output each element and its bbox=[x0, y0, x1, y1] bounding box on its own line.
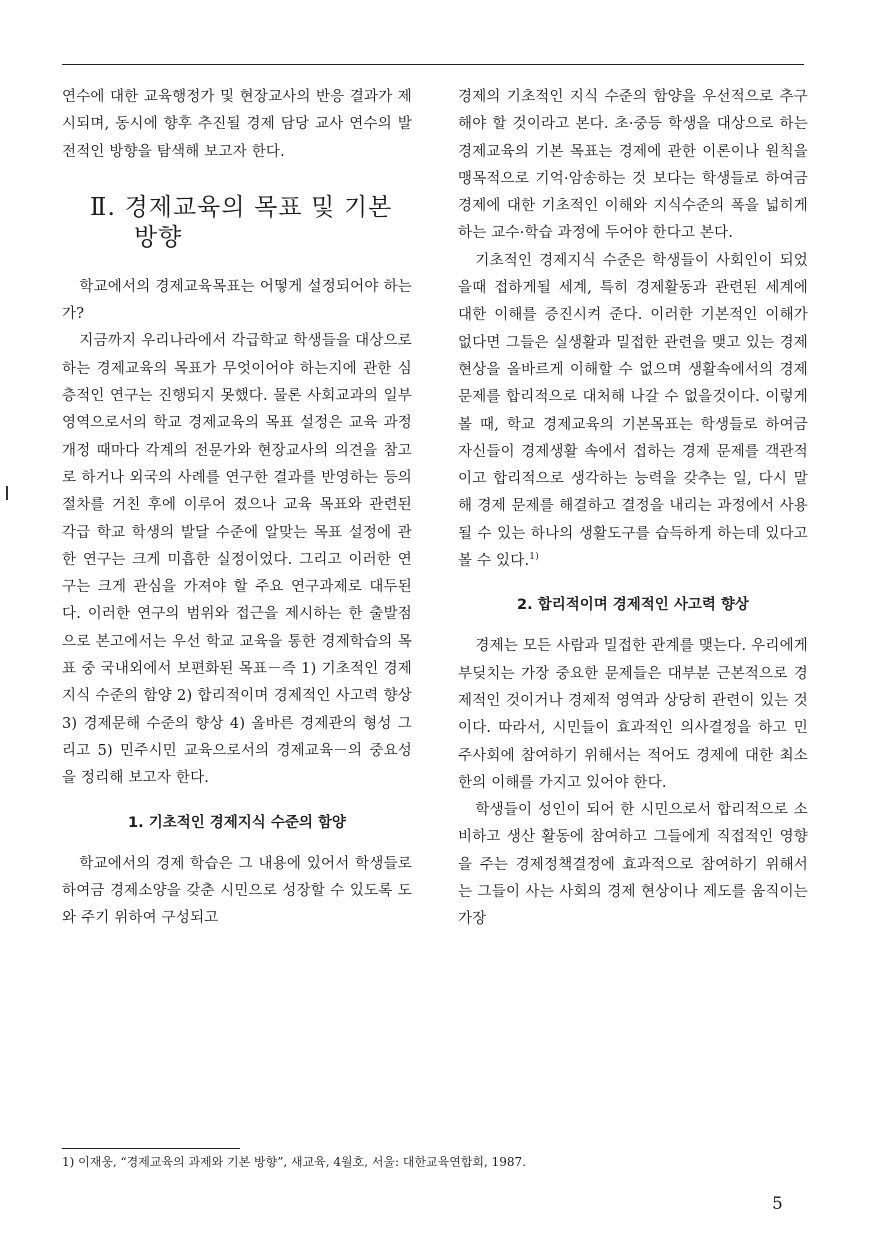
body-paragraph bbox=[458, 248, 808, 576]
footnote-ref: 1) bbox=[529, 552, 539, 563]
body-paragraph: 학교에서의 경제교육목표는 어떻게 설정되어야 하는가? bbox=[62, 278, 412, 323]
subsection-heading-2: 2. 합리적이며 경제적인 사고력 향상 bbox=[517, 597, 749, 614]
paragraph-text: 기초적인 경제지식 수준은 학생들이 사회인이 되었을때 접하게될 세계, 특히 경제활동과 관련된 세계에 대한 이해를 증진시켜 준다. 이러한 기본적인 이해가 없다면 그들은 실생활과 밀접한 관련을 맺고 있는 경제현상을 올바르게 이해할 수 없으며 생활속에서의 경제 문제를 합리적으로 대처해 나갈 수 없을것이다. 이렇게 볼 때, 학교 경제교육의 기본목표는 학생들로 하여금 자신들이 경제생활 속에서 접하는 경제 문제를 객관적이고 합리적으로 생각하는 능력을 갖추는 일, 다시 말해 경제 문제를 해결하고 결정을 내리는 과정에서 사용될 수 있는 하나의 생활도구를 습득하게 하는데 있다고 볼 수 있다. bbox=[458, 252, 808, 570]
intro-paragraph: 연수에 대한 교육행정가 및 현장교사의 반응 결과가 제시되며, 동시에 향후 추진될 경제 담당 교사 연수의 발전적인 방향을 탐색해 보고자 한다. bbox=[62, 89, 412, 160]
margin-mark bbox=[6, 486, 8, 500]
body-paragraph: 경제의 기초적인 지식 수준의 함양을 우선적으로 추구해야 할 것이라고 본다. 초·중등 학생을 대상으로 하는 경제교육의 기본 목표는 경제에 관한 이론이나 원칙을 맹목적으로 기억·암송하는 것 보다는 학생들로 하여금 경제에 대한 기초적인 이해와 지식수준의 폭을 넓히게 하는 교수·학습 과정에 두어야 한다고 본다. bbox=[458, 89, 808, 242]
section-title bbox=[62, 192, 412, 252]
section-numeral: Ⅱ. bbox=[90, 192, 116, 221]
body-paragraph: 학생들이 성인이 되어 한 시민으로서 합리적으로 소비하고 생산 활동에 참여하고 그들에게 직접적인 영향을 주는 경제정책결정에 효과적으로 참여하기 위해서는 그들이 사는 사회의 경제 현상이나 제도를 움직이는 가장 bbox=[458, 802, 808, 928]
right-column bbox=[458, 84, 808, 934]
page-number: 5 bbox=[772, 1194, 783, 1214]
body-paragraph: 지금까지 우리나라에서 각급학교 학생들을 대상으로 하는 경제교육의 목표가 무엇이어야 하는지에 관한 심층적인 연구는 진행되지 못했다. 물론 사회교과의 일부 영역으로서의 학교 경제교육의 목표 설정은 교육 과정 개정 때마다 각계의 전문가와 현장교사의 의견을 참고로 하거나 외국의 사례를 연구한 결과를 반영하는 등의 절차를 거친 후에 이루어 졌으나 교육 목표와 관련된 각급 학교 학생의 발달 수준에 알맞는 목표 설정에 관한 연구는 크게 미흡한 실정이었다. 그리고 이러한 연구는 크게 관심을 가져야 할 주요 연구과제로 대두된다. 이러한 연구의 범위와 접근을 제시하는 한 출발점으로 본고에서는 우선 학교 교육을 통한 경제학습의 목표 중 국내외에서 보편화된 목표－즉 1) 기초적인 경제지식 수준의 함양 2) 합리적이며 경제적인 사고력 향상 3) 경제문해 수준의 향상 4) 올바른 경제관의 형성 그리고 5) 민주시민 교육으로서의 경제교육－의 중요성을 정리해 보고자 한다. bbox=[62, 333, 412, 787]
header-rule bbox=[62, 64, 804, 65]
footnote-rule bbox=[62, 1148, 240, 1149]
subsection-heading-1: 1. 기초적인 경제지식 수준의 함양 bbox=[128, 814, 346, 831]
section-title-line1: 경제교육의 목표 및 기본 bbox=[124, 192, 393, 221]
section-title-line2: 방향 bbox=[134, 222, 183, 251]
left-column bbox=[62, 84, 412, 932]
body-paragraph: 경제는 모든 사람과 밀접한 관계를 맺는다. 우리에게 부딪치는 가장 중요한 문제들은 대부분 근본적으로 경제적인 것이거나 경제적 영역과 상당히 관련이 있는 것이다. 따라서, 시민들이 효과적인 의사결정을 하고 민주사회에 참여하기 위해서는 적어도 경제에 대한 최소한의 이해를 가지고 있어야 한다. bbox=[458, 638, 808, 791]
body-paragraph: 학교에서의 경제 학습은 그 내용에 있어서 학생들로 하여금 경제소양을 갖춘 시민으로 성장할 수 있도록 도와 주기 위하여 구성되고 bbox=[62, 855, 412, 927]
footnote: 1) 이재웅, “경제교육의 과제와 기본 방향”, 새교육, 4월호, 서울: 대한교육연합회, 1987. bbox=[62, 1155, 527, 1169]
